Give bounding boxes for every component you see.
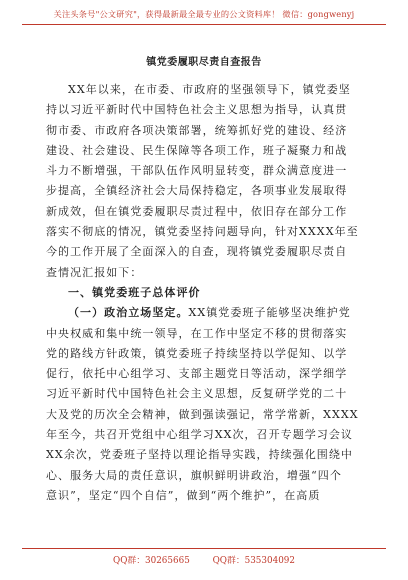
body-line: XX余次，党委班子坚持以理论指导实践，持续强化围绕中 <box>46 448 353 462</box>
body-line: 落实不彻底的情况，镇党委坚持问题导向，针对XXXX年至 <box>46 225 359 239</box>
body-line: 今的工作开展了全面深入的自查，现将镇党委履职尽责自 <box>46 245 348 259</box>
body-line: 促行，依托中心组学习、支部主题党日等活动，深学细学 <box>46 367 348 381</box>
header-rule <box>22 24 386 25</box>
body-line: 查情况汇报如下： <box>46 265 143 279</box>
body-line: 建设、社会建设、民生保障等各项工作，班子凝聚力和战 <box>46 143 348 157</box>
body-line: 持以习近平新时代中国特色社会主义思想为指导，认真贯 <box>46 103 348 117</box>
body-line: 党的路线方针政策，镇党委班子持续坚持以学促知、以学 <box>46 346 348 360</box>
body-line: 意识”，坚定“四个自信”，做到“两个维护”，在高质 <box>46 488 321 502</box>
subsection-heading: （一）政治立场坚定。 <box>68 306 189 320</box>
footer-qq-group-2: QQ群：535304092 <box>212 556 295 566</box>
paragraph-lead-line <box>46 303 368 323</box>
body-line: 年至今，共召开党组中心组学习XX次，召开专题学习会议 <box>46 428 353 442</box>
body-line: 新成效，但在镇党委履职尽责过程中，依旧存在部分工作 <box>46 204 348 218</box>
body-line: 彻市委、市政府各项决策部署，统筹抓好党的建设、经济 <box>46 123 348 137</box>
body-line: 习近平新时代中国特色社会主义思想，反复研学党的二十 <box>46 387 348 401</box>
footer-rule <box>22 548 386 549</box>
body-line: 步提高，全镇经济社会大局保持稳定，各项事业发展取得 <box>46 184 348 198</box>
body-line: 斗力不断增强，干部队伍作风明显转变，群众满意度进一 <box>46 164 348 178</box>
section-heading: 一、镇党委班子总体评价 <box>68 285 201 299</box>
body-line: XX年以来，在市委、市政府的坚强领导下，镇党委坚 <box>68 83 351 96</box>
document-title: 镇党委履职尽责自查报告 <box>146 57 262 68</box>
footer-qq-group-1: QQ群：30265665 <box>113 556 190 566</box>
body-line: 中央权威和集中统一领导，在工作中坚定不移的贯彻落实 <box>46 326 348 340</box>
body-text-run: XX镇党委班子能够坚决维护党 <box>188 306 351 320</box>
footer <box>0 553 408 566</box>
document-body <box>46 80 368 506</box>
header-banner: 关注头条号"公文研究"，获得最新最全最专业的公文资料库！ 微信：gongwenyj <box>53 9 355 19</box>
body-line: 大及党的历次全会精神，做到强读强记，常学常新，XXXX <box>46 407 359 421</box>
body-line: 心、服务大局的责任意识，旗帜鲜明讲政治，增强“四个 <box>46 468 342 482</box>
